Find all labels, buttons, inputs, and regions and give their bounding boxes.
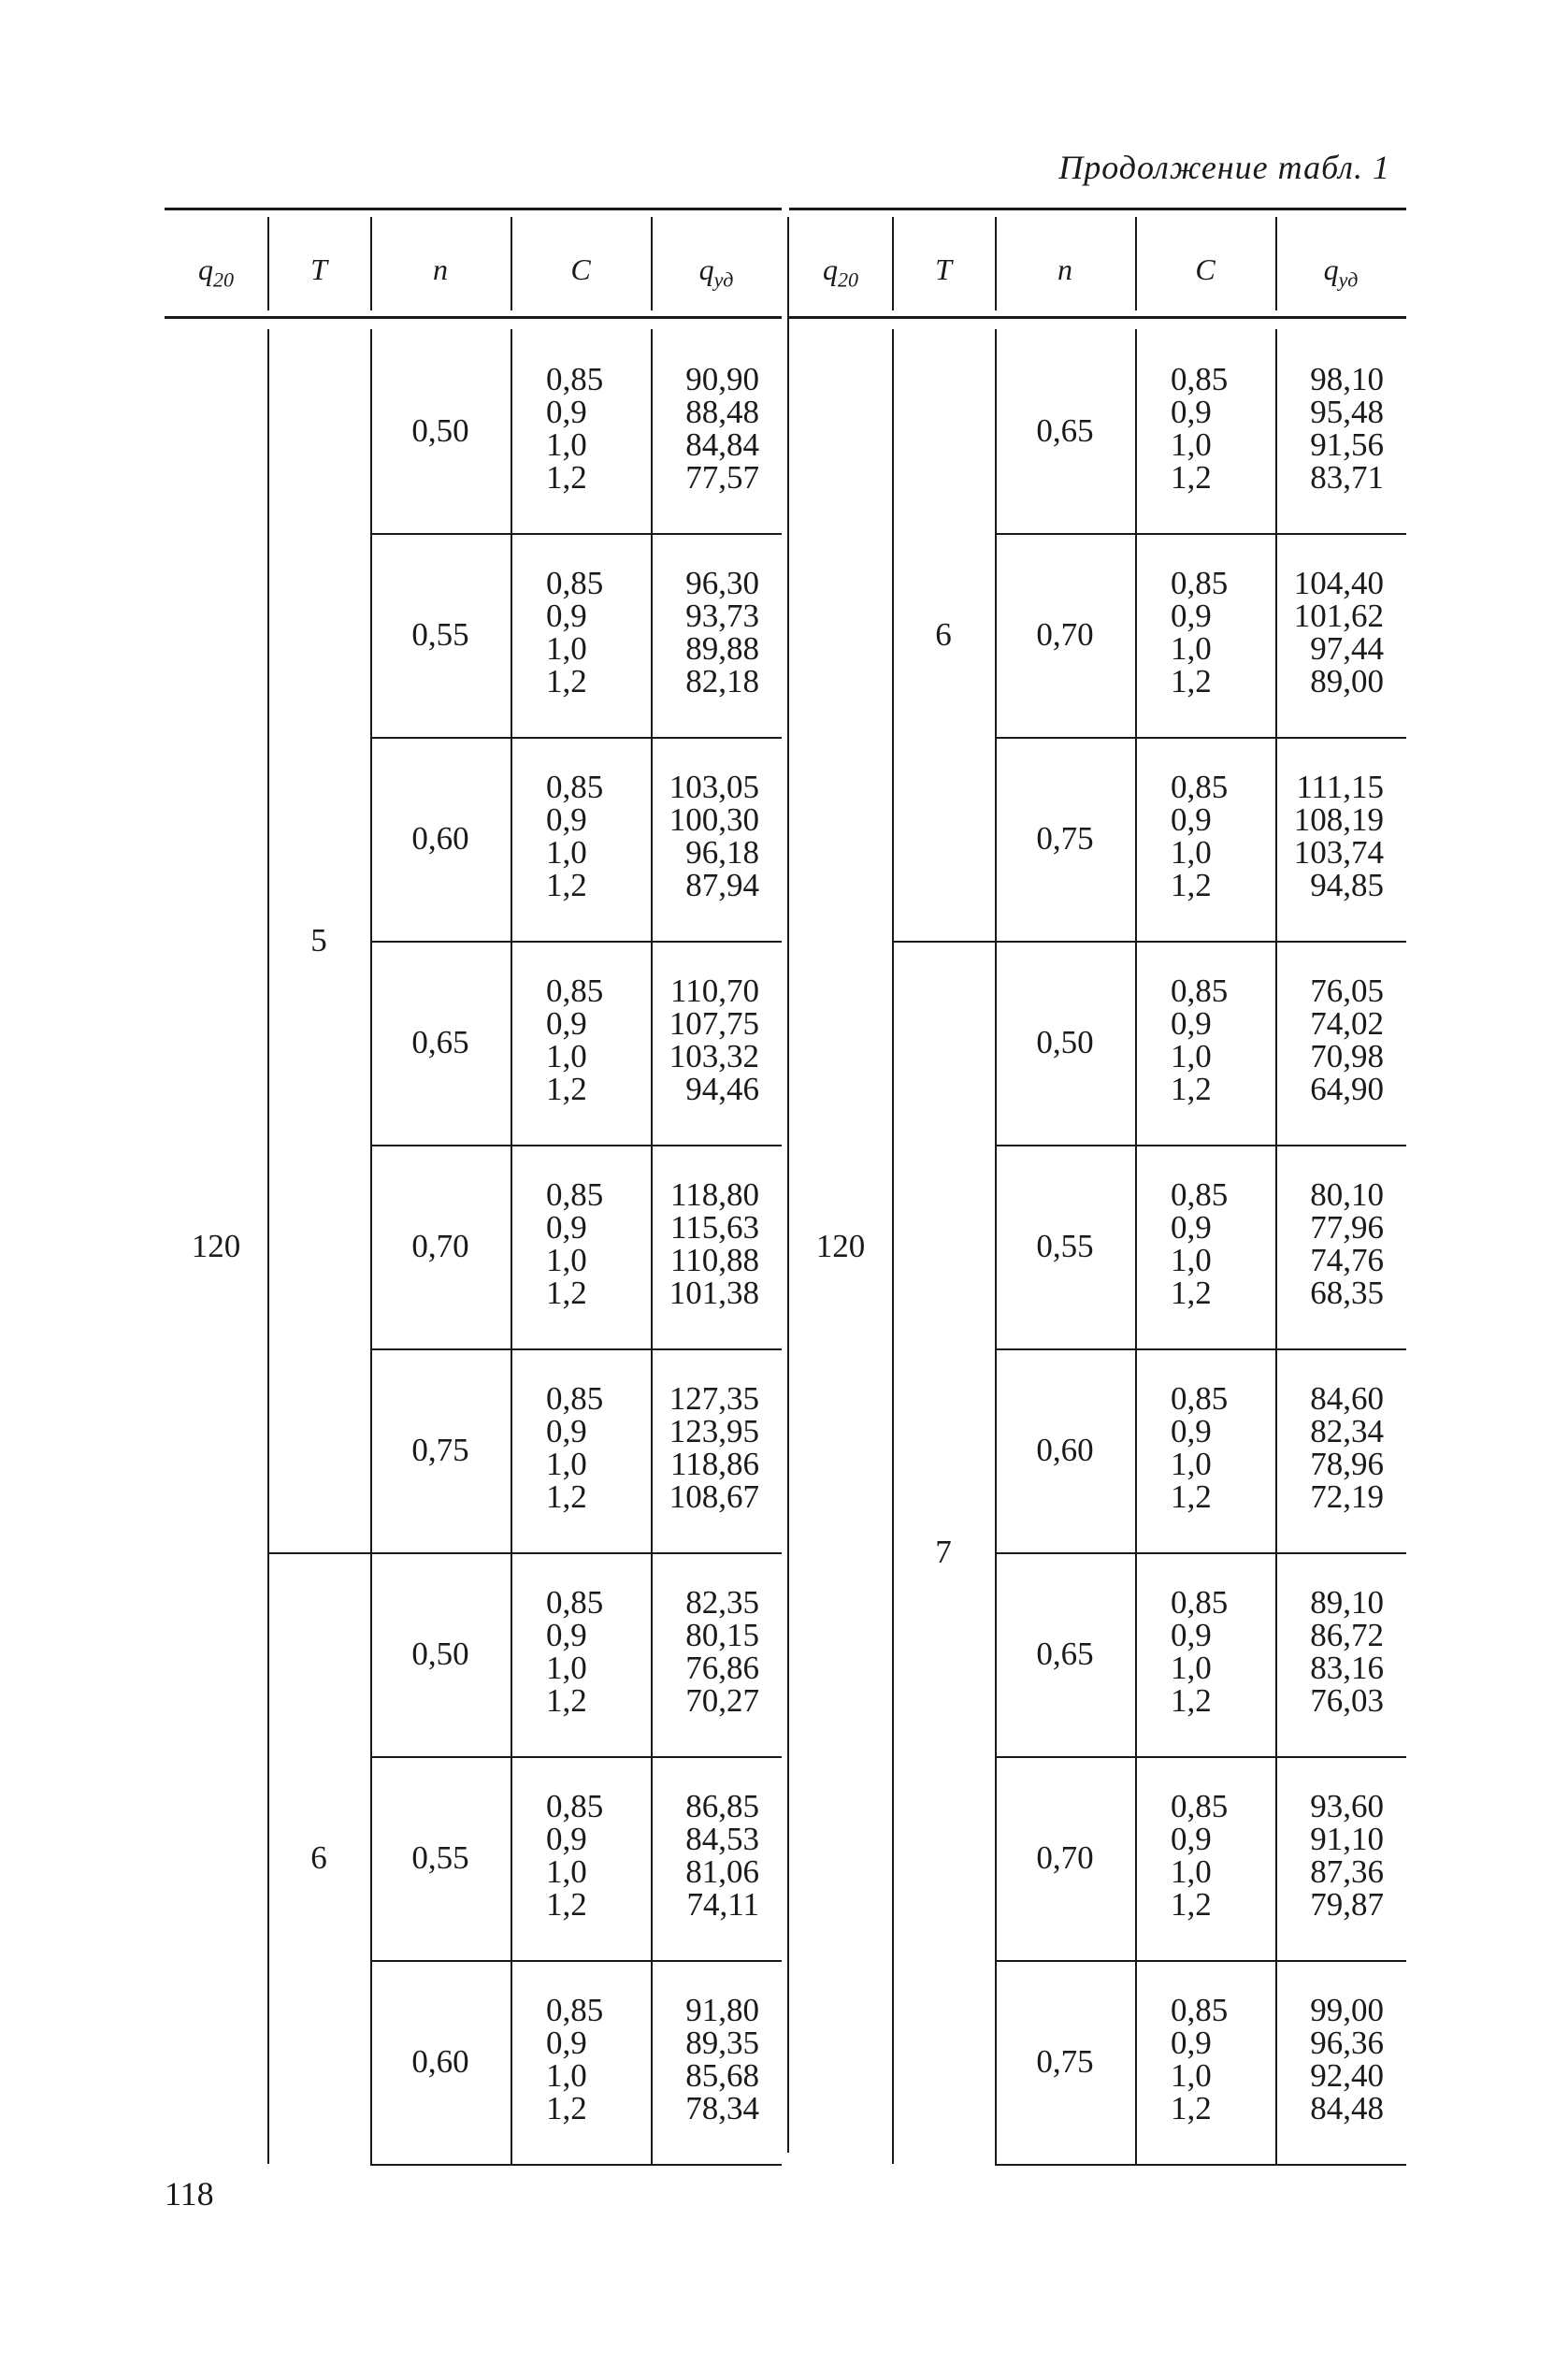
cell-qud-value: 96,18 (685, 834, 759, 871)
cell-qud-value: 96,36 (1310, 2025, 1384, 2061)
row-separator (370, 1756, 782, 1758)
header-column-rule (651, 217, 653, 310)
cell-c-value: 0,85 (546, 565, 604, 601)
header-column-rule (1135, 217, 1137, 310)
cell-qud-value: 77,96 (1310, 1209, 1384, 1246)
cell-c-stack (546, 974, 603, 1105)
cell-qud-value: 80,15 (685, 1617, 759, 1653)
cell-c-stack (546, 771, 603, 901)
cell-c-value: 0,85 (546, 973, 604, 1009)
cell-c-stack (546, 1790, 603, 1921)
cell-q20: 120 (191, 1228, 241, 1264)
header-q20-symbol: q (823, 252, 838, 286)
cell-c-stack (546, 1178, 603, 1309)
cell-qud-value: 111,15 (1296, 769, 1384, 805)
cell-n: 0,55 (411, 616, 469, 653)
cell-qud-value: 127,35 (669, 1380, 759, 1417)
cell-n: 0,70 (411, 1228, 469, 1264)
cell-n: 0,70 (1036, 616, 1094, 653)
cell-qud-value: 101,62 (1293, 598, 1384, 634)
cell-c-value: 0,9 (546, 2025, 587, 2061)
cell-c-value: 0,9 (1171, 1413, 1212, 1449)
header-n-label: n (1057, 252, 1072, 286)
cell-c-value: 0,85 (1171, 565, 1229, 601)
table-right-half (789, 208, 1406, 2153)
cell-qud-stack (1281, 1790, 1384, 1921)
cell-qud-stack (656, 974, 759, 1105)
cell-c-value: 1,0 (1171, 1446, 1212, 1482)
cell-c-value: 1,2 (546, 2090, 587, 2126)
header-t (892, 254, 995, 284)
cell-c-value: 0,85 (1171, 1788, 1229, 1824)
cell-c-value: 1,0 (546, 1242, 587, 1278)
cell-qud-value: 110,70 (670, 973, 759, 1009)
cell-c-stack (1171, 1382, 1228, 1513)
cell-c-value: 0,85 (1171, 973, 1229, 1009)
cell-qud-stack (1281, 771, 1384, 901)
cell-qud-value: 83,16 (1310, 1650, 1384, 1686)
cell-qud-value: 95,48 (1310, 394, 1384, 430)
header-q20 (789, 254, 892, 290)
cell-qud-value: 98,10 (1310, 361, 1384, 397)
cell-qud-value: 107,75 (669, 1005, 759, 1042)
cell-c-value: 1,2 (546, 1071, 587, 1107)
cell-qud-value: 89,10 (1310, 1584, 1384, 1621)
cell-c-stack (1171, 1994, 1228, 2125)
cell-c-value: 1,2 (1171, 1682, 1212, 1719)
cell-t: 5 (310, 922, 327, 959)
cell-qud-value: 94,85 (1310, 867, 1384, 903)
header-n (370, 254, 511, 284)
row-separator (995, 1145, 1406, 1146)
cell-qud-value: 91,56 (1310, 426, 1384, 463)
cell-c-stack (1171, 363, 1228, 494)
cell-qud-value: 99,00 (1310, 1992, 1384, 2028)
cell-c-value: 1,2 (1171, 2090, 1212, 2126)
cell-qud-value: 78,96 (1310, 1446, 1384, 1482)
cell-qud-value: 74,11 (686, 1886, 759, 1923)
cell-qud-stack (656, 1994, 759, 2125)
cell-n: 0,70 (1036, 1839, 1094, 1876)
cell-qud-value: 103,74 (1293, 834, 1384, 871)
cell-c-stack (1171, 771, 1228, 901)
cell-c-stack (546, 1586, 603, 1717)
cell-qud-value: 87,94 (685, 867, 759, 903)
header-qud (651, 254, 782, 290)
table-left-half (165, 208, 782, 2153)
cell-c-stack (1171, 974, 1228, 1105)
cell-c-value: 1,2 (1171, 867, 1212, 903)
cell-qud-value: 108,19 (1293, 801, 1384, 838)
cell-qud-value: 85,68 (685, 2057, 759, 2094)
cell-c-value: 1,2 (1171, 663, 1212, 699)
cell-qud-value: 64,90 (1310, 1071, 1384, 1107)
cell-n: 0,65 (1036, 412, 1094, 449)
cell-c-value: 0,85 (546, 1176, 604, 1213)
cell-t: 6 (935, 616, 952, 653)
cell-qud-value: 76,86 (685, 1650, 759, 1686)
row-separator (995, 1756, 1406, 1758)
header-column-rule (1275, 217, 1277, 310)
cell-n: 0,75 (1036, 2043, 1094, 2080)
header-c-label: C (1195, 252, 1216, 286)
group-separator (267, 1552, 782, 1554)
header-qud-subscript: уд (713, 267, 734, 292)
cell-qud-value: 108,67 (669, 1478, 759, 1515)
body-column-rule (651, 329, 653, 2164)
cell-qud-value: 77,57 (685, 459, 759, 496)
cell-qud-stack (1281, 1994, 1384, 2125)
header-column-rule (511, 217, 512, 310)
cell-c-value: 0,85 (1171, 361, 1229, 397)
cell-qud-value: 103,32 (669, 1038, 759, 1074)
row-separator (995, 1960, 1406, 1962)
cell-c-value: 0,85 (546, 1788, 604, 1824)
cell-qud-value: 76,05 (1310, 973, 1384, 1009)
row-separator (370, 1145, 782, 1146)
cell-c-value: 1,2 (546, 1886, 587, 1923)
cell-qud-value: 97,44 (1310, 630, 1384, 667)
header-c (511, 254, 651, 284)
cell-qud-value: 94,46 (685, 1071, 759, 1107)
cell-qud-value: 86,72 (1310, 1617, 1384, 1653)
table-top-rule (789, 208, 1406, 210)
cell-n: 0,65 (1036, 1636, 1094, 1672)
cell-c-value: 1,2 (1171, 459, 1212, 496)
cell-c-value: 1,0 (1171, 1650, 1212, 1686)
cell-q20: 120 (815, 1228, 866, 1264)
cell-c-value: 0,9 (1171, 1617, 1212, 1653)
cell-qud-value: 104,40 (1293, 565, 1384, 601)
table-bottom-rule (995, 2164, 1406, 2166)
cell-qud-value: 80,10 (1310, 1176, 1384, 1213)
row-separator (370, 737, 782, 739)
cell-c-value: 0,9 (1171, 1209, 1212, 1246)
cell-c-value: 0,85 (546, 769, 604, 805)
cell-qud-value: 110,88 (670, 1242, 759, 1278)
cell-qud-value: 87,36 (1310, 1853, 1384, 1890)
cell-c-value: 1,0 (1171, 2057, 1212, 2094)
cell-qud-value: 92,40 (1310, 2057, 1384, 2094)
cell-qud-value: 68,35 (1310, 1275, 1384, 1311)
cell-c-value: 0,85 (1171, 769, 1229, 805)
header-column-rule (995, 217, 997, 310)
cell-c-value: 1,2 (1171, 1478, 1212, 1515)
cell-qud-value: 90,90 (685, 361, 759, 397)
cell-qud-value: 89,88 (685, 630, 759, 667)
table-caption: Продолжение табл. 1 (1058, 149, 1390, 186)
cell-c-value: 1,0 (1171, 630, 1212, 667)
cell-c-value: 1,0 (546, 426, 587, 463)
cell-c-value: 1,2 (1171, 1275, 1212, 1311)
row-separator (995, 1552, 1406, 1554)
cell-c-value: 0,9 (546, 801, 587, 838)
row-separator (995, 1348, 1406, 1350)
header-t-label: T (310, 252, 327, 286)
cell-qud-stack (656, 1382, 759, 1513)
row-separator (370, 1348, 782, 1350)
body-column-rule (267, 329, 269, 2164)
cell-c-stack (546, 1382, 603, 1513)
cell-c-value: 1,2 (546, 1682, 587, 1719)
cell-qud-value: 93,73 (685, 598, 759, 634)
body-column-rule (1275, 329, 1277, 2164)
header-qud-symbol: q (1323, 252, 1339, 286)
cell-c-stack (546, 567, 603, 698)
cell-c-value: 1,0 (546, 834, 587, 871)
cell-qud-stack (1281, 363, 1384, 494)
cell-qud-value: 118,80 (670, 1176, 759, 1213)
cell-qud-stack (1281, 1178, 1384, 1309)
cell-n: 0,55 (411, 1839, 469, 1876)
cell-n: 0,65 (411, 1024, 469, 1060)
header-c (1135, 254, 1275, 284)
cell-c-value: 0,9 (1171, 801, 1212, 838)
cell-qud-value: 100,30 (669, 801, 759, 838)
cell-n: 0,50 (1036, 1024, 1094, 1060)
cell-t: 7 (935, 1534, 952, 1570)
cell-c-value: 0,85 (1171, 1584, 1229, 1621)
cell-qud-stack (656, 363, 759, 494)
cell-qud-value: 89,00 (1310, 663, 1384, 699)
cell-c-stack (546, 1994, 603, 2125)
cell-qud-value: 84,60 (1310, 1380, 1384, 1417)
cell-c-value: 0,85 (1171, 1176, 1229, 1213)
cell-qud-stack (1281, 1382, 1384, 1513)
table-header-rule (165, 316, 782, 319)
cell-c-value: 0,85 (546, 1380, 604, 1417)
cell-qud-value: 103,05 (669, 769, 759, 805)
cell-qud-value: 89,35 (685, 2025, 759, 2061)
cell-c-value: 1,0 (546, 2057, 587, 2094)
cell-qud-value: 91,10 (1310, 1821, 1384, 1857)
cell-c-value: 0,9 (546, 394, 587, 430)
cell-qud-value: 84,84 (685, 426, 759, 463)
cell-qud-value: 79,87 (1310, 1886, 1384, 1923)
cell-c-value: 1,2 (546, 867, 587, 903)
row-separator (995, 737, 1406, 739)
cell-c-value: 0,85 (546, 1584, 604, 1621)
cell-c-value: 1,0 (1171, 1038, 1212, 1074)
cell-n: 0,60 (1036, 1432, 1094, 1468)
cell-c-value: 0,9 (1171, 1821, 1212, 1857)
cell-c-value: 0,85 (546, 1992, 604, 2028)
page-number: 118 (165, 2175, 214, 2213)
cell-qud-value: 82,35 (685, 1584, 759, 1621)
row-separator (995, 533, 1406, 535)
row-separator (370, 941, 782, 943)
cell-c-stack (1171, 1586, 1228, 1717)
cell-c-value: 1,0 (1171, 1853, 1212, 1890)
header-qud (1275, 254, 1406, 290)
row-separator (370, 1960, 782, 1962)
cell-n: 0,50 (411, 1636, 469, 1672)
cell-qud-stack (1281, 1586, 1384, 1717)
cell-c-value: 1,2 (1171, 1071, 1212, 1107)
cell-qud-value: 72,19 (1310, 1478, 1384, 1515)
cell-c-value: 1,2 (546, 459, 587, 496)
cell-qud-stack (656, 567, 759, 698)
header-q20-subscript: 20 (838, 267, 858, 292)
cell-t: 6 (310, 1839, 327, 1876)
cell-c-value: 1,0 (1171, 1242, 1212, 1278)
cell-c-value: 1,0 (1171, 426, 1212, 463)
cell-c-value: 1,0 (546, 1446, 587, 1482)
cell-c-value: 1,2 (546, 1275, 587, 1311)
cell-n: 0,75 (1036, 820, 1094, 857)
table-top-rule (165, 208, 782, 210)
cell-n: 0,60 (411, 2043, 469, 2080)
table-bottom-rule (370, 2164, 782, 2166)
row-separator (370, 533, 782, 535)
cell-c-value: 1,0 (1171, 834, 1212, 871)
cell-qud-stack (656, 1586, 759, 1717)
cell-qud-value: 88,48 (685, 394, 759, 430)
cell-c-value: 0,85 (546, 361, 604, 397)
cell-c-value: 0,9 (1171, 1005, 1212, 1042)
cell-qud-value: 84,53 (685, 1821, 759, 1857)
cell-c-stack (1171, 1178, 1228, 1309)
cell-c-value: 0,9 (546, 1209, 587, 1246)
cell-c-value: 1,0 (546, 630, 587, 667)
cell-qud-value: 82,34 (1310, 1413, 1384, 1449)
cell-c-value: 1,0 (546, 1038, 587, 1074)
cell-c-value: 1,2 (1171, 1886, 1212, 1923)
cell-qud-value: 84,48 (1310, 2090, 1384, 2126)
cell-c-value: 0,9 (546, 1005, 587, 1042)
cell-n: 0,55 (1036, 1228, 1094, 1264)
cell-c-value: 1,0 (546, 1650, 587, 1686)
cell-c-value: 0,9 (546, 598, 587, 634)
cell-qud-value: 86,85 (685, 1788, 759, 1824)
header-n-label: n (433, 252, 448, 286)
cell-qud-value: 70,98 (1310, 1038, 1384, 1074)
table-header-rule (789, 316, 1406, 319)
cell-qud-stack (656, 1790, 759, 1921)
cell-c-value: 1,2 (546, 663, 587, 699)
cell-qud-value: 101,38 (669, 1275, 759, 1311)
cell-c-value: 0,9 (1171, 2025, 1212, 2061)
cell-c-value: 0,9 (1171, 394, 1212, 430)
header-c-label: C (570, 252, 591, 286)
cell-n: 0,50 (411, 412, 469, 449)
header-n (995, 254, 1135, 284)
cell-qud-value: 81,06 (685, 1853, 759, 1890)
body-column-rule (892, 329, 894, 2164)
cell-c-stack (1171, 567, 1228, 698)
header-qud-subscript: уд (1338, 267, 1359, 292)
cell-qud-value: 96,30 (685, 565, 759, 601)
cell-c-stack (546, 363, 603, 494)
cell-qud-value: 115,63 (670, 1209, 759, 1246)
cell-qud-value: 74,76 (1310, 1242, 1384, 1278)
cell-c-value: 0,9 (546, 1617, 587, 1653)
body-column-rule (1135, 329, 1137, 2164)
cell-qud-value: 123,95 (669, 1413, 759, 1449)
cell-qud-stack (656, 1178, 759, 1309)
cell-c-value: 0,9 (1171, 598, 1212, 634)
cell-n: 0,60 (411, 820, 469, 857)
header-q20 (165, 254, 267, 290)
header-column-rule (892, 217, 894, 310)
cell-c-value: 0,85 (1171, 1380, 1229, 1417)
cell-qud-value: 74,02 (1310, 1005, 1384, 1042)
cell-qud-value: 78,34 (685, 2090, 759, 2126)
header-q20-symbol: q (198, 252, 213, 286)
cell-qud-stack (1281, 567, 1384, 698)
cell-qud-value: 70,27 (685, 1682, 759, 1719)
header-q20-subscript: 20 (213, 267, 234, 292)
group-separator (892, 941, 1406, 943)
cell-c-value: 0,9 (546, 1821, 587, 1857)
cell-qud-value: 82,18 (685, 663, 759, 699)
cell-qud-stack (1281, 974, 1384, 1105)
cell-qud-value: 91,80 (685, 1992, 759, 2028)
cell-qud-value: 83,71 (1310, 459, 1384, 496)
header-t-label: T (935, 252, 952, 286)
cell-qud-stack (656, 771, 759, 901)
cell-qud-value: 118,86 (670, 1446, 759, 1482)
cell-c-value: 0,9 (546, 1413, 587, 1449)
body-column-rule (511, 329, 512, 2164)
header-column-rule (370, 217, 372, 310)
cell-c-value: 1,0 (546, 1853, 587, 1890)
header-t (267, 254, 370, 284)
cell-c-value: 0,85 (1171, 1992, 1229, 2028)
header-column-rule (267, 217, 269, 310)
cell-qud-value: 93,60 (1310, 1788, 1384, 1824)
cell-c-value: 1,2 (546, 1478, 587, 1515)
cell-n: 0,75 (411, 1432, 469, 1468)
cell-c-stack (1171, 1790, 1228, 1921)
header-qud-symbol: q (698, 252, 714, 286)
cell-qud-value: 76,03 (1310, 1682, 1384, 1719)
